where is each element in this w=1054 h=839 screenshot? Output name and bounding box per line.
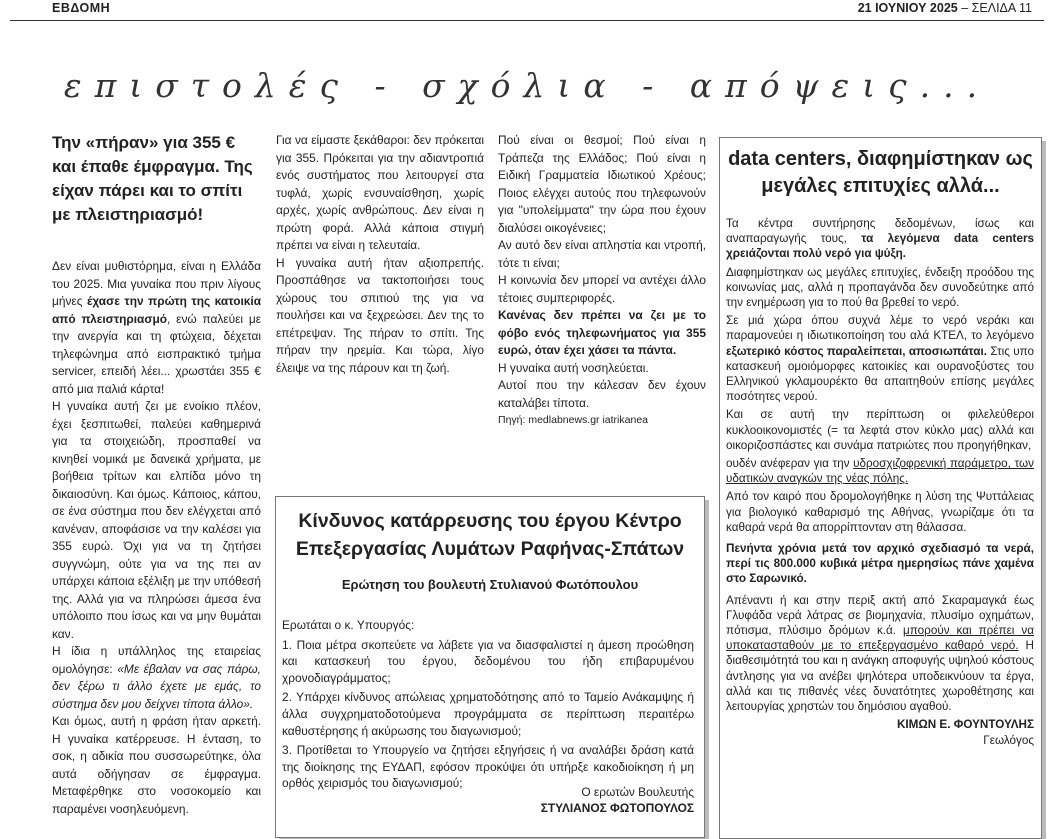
- article2-box: [719, 137, 1042, 839]
- article3-question-3: 3. Προτίθεται το Υπουργείο να ζητήσει εξηγήσεις ή να αναλάβει δράση κατά της διοίκησης της ΕΥΔΑΠ, εφόσον προκύψει ότι υπήρξε κακοδιοίκηση ή μη ορθός χειρισμός του διαγωνισμού;: [282, 743, 694, 791]
- article3-question-1: 1. Ποια μέτρα σκοπεύετε να λάβετε για να διασφαλιστεί η άμεση προώθηση και κατασκευή του έργου, δεδομένου του ήδη επιβαρυμένου χρονοδιαγράμματος;: [282, 637, 694, 685]
- article2-paragraph: [726, 456, 1034, 486]
- article1-paragraph: Για να είμαστε ξεκάθαροι: δεν πρόκειται για 355. Πρόκειται για την αδιαντροπιά ενός συστήματος που λειτουργεί στα τυφλά, χωρίς ενσυναίσθηση, χωρίς αρχές, χωρίς ανθρώπους. Δεν είναι η πρώτη φορά. Αλλά κάποια στιγμή πρέπει να είναι η τελευταία.: [276, 133, 484, 252]
- article1-paragraph: [52, 258, 261, 398]
- article1-paragraph: Η γυναίκα αυτή ήταν αξιοπρεπής. Προσπάθησε να τακτοποιήσει τους χώρους του σπιτιού της για να πουλήσει και να ξεχρεώσει. Δεν της το επέτρεψαν. Της πήραν το σπίτι. Της πήραν την ηρεμία. Και τώρα, λίγο έλειψε να της πάρουν και τη ζωή.: [276, 255, 484, 375]
- article1-column-2: [276, 132, 484, 377]
- article2-paragraph: Από τον καιρό που δρομολογήθηκε η λύση της Ψυττάλειας για βιολογικό καθαρισμό της Αθήνας, γνωρίζαμε ότι τα καθαρά νερά θα απορρίπτονταν στη θάλασσα.: [726, 490, 1034, 534]
- text-run: Τα κέντρα συντήρησης δεδομένων, ίσως και αναπαραγωγής τους,: [726, 217, 1034, 246]
- underlined-text: υδροσχιζοφρενική παράμετρο, των υδατικών αναγκών της νέας πόλης.: [726, 457, 1034, 486]
- section-banner: επιστολές - σχόλια - απόψεις...: [63, 66, 991, 105]
- page-number: – ΣΕΛΙΔΑ 11: [961, 1, 1032, 15]
- article1-title: Την «πήραν» για 355 € και έπαθε έμφραγμα. Της είχαν πάρει και το σπίτι με πλειστηριασμό!: [52, 133, 253, 224]
- article2-paragraph: [726, 593, 1034, 715]
- signature-label: Ο ερωτών Βουλευτής: [581, 785, 694, 799]
- text-run: Απέναντι ή και στην περιξ ακτή από Σκαραμαγκά έως Γλυφάδα νερά λάτρας σε βιομηχανία, πλυσίμο οχημάτων, πότισμα, πλύσιμο δρόμων κ.ά.: [726, 593, 1034, 638]
- article2-paragraph: Και σε αυτή την περίπτωση οι φιλελεύθεροι κυκλοοικονομιστές (= τα λεφτά στον κύκλο μας) αλλά και οικοριζοσπάστες και συνάμα πατριώτες που προηγήθηκαν,: [726, 408, 1034, 452]
- page-header: [10, 0, 1044, 21]
- article1-column-3: [498, 132, 706, 430]
- quote-text: «Με έβαλαν να σας πάρω, δεν ξέρω τι άλλο έχετε με εμάς, το σύστημα δεν μου δείχνει τίποτα άλλο».: [52, 661, 261, 711]
- article1-paragraph: Πού είναι οι θεσμοί; Πού είναι η Τράπεζα της Ελλάδος; Πού είναι η Ειδική Γραμματεία Ιδιωτικού Χρέους; Ποιος ελέγχει αυτούς που τηλεφωνούν για "υπολείμματα" την ώρα που έχουν διαλύσει οικογένειες;: [498, 133, 706, 235]
- article3-title: Κίνδυνος κατάρρευσης του έργου Κέντρο Επεξεργασίας Λυμάτων Ραφήνας-Σπάτων: [295, 510, 685, 560]
- article3-question-2: 2. Υπάρχει κίνδυνος απώλειας χρηματοδότησης από το Ταμείο Ανάκαμψης ή άλλα συγχρηματοδοτούμενα προγράμματα σε περίπτωση περαιτέρω καθυστέρησης ή ακύρωσης του διαγωνισμού;: [282, 690, 694, 738]
- article2-paragraph: Διαφημίστηκαν ως μεγάλες επιτυχίες, ένδειξη προόδου της κοινωνίας μας, αλλά η προπαγάνδα δεν συνοδεύτηκε από την ενημέρωση για το πού θα βρεθεί το νερό.: [726, 265, 1034, 310]
- article3-body: [282, 617, 694, 795]
- article2-paragraph: Πενήντα χρόνια μετά τον αρχικό σχεδιασμό τα νερά, περί τις 800.000 κυβικά μέτρα ημερησίως πάνε χαμένα στο Σαρωνικό.: [726, 542, 1034, 586]
- text-run: Η διαθεσιμότητά του και η ανάγκη αποφυγής υψηλού κόστους άντλησης για να ανέβει ψηλότερα υποδεικνύουν τα έργα, αλλά και τις πιθανές νέες δυνατότητες χωροθέτησης και λειτουργίας χρηστών του δημόσιου αγαθού.: [726, 639, 1035, 714]
- signature-name: ΣΤΥΛΙΑΝΟΣ ΦΩΤΟΠΟΥΛΟΣ: [540, 801, 694, 815]
- text-run: εξωτερικό κόστος παραλείπεται, αποσιωπάται.: [726, 344, 987, 358]
- text-run: ουδέν ανέφεραν για την: [726, 457, 854, 471]
- article3-intro: Ερωτάται ο κ. Υπουργός:: [282, 618, 415, 632]
- text-run: Στις υπο κατασκευή ομοιόμορφες κατοικίες και ουρανοξύστες του Ελληνικού γκλαμουρέκτο θα απαιτηθούν επίσης μεγάλες ποσότητες νερού.: [726, 344, 1034, 404]
- article3-subtitle: Ερώτηση του βουλευτή Στυλιανού Φωτόπουλου: [341, 577, 639, 592]
- article1-column-1: [52, 258, 262, 816]
- text-run: , ενώ παλεύει με την ανεργία και τη φτώχεια, δέχεται τηλεφώνημα από εισπρακτικό τμήμα servicer, επειδή λέει... χρωστάει 355 € από μια παλιά κάρτα!: [52, 311, 261, 396]
- section-name: ΕΒΔΟΜΗ: [52, 1, 111, 15]
- article3-signature: [541, 784, 694, 816]
- text-run: τα λεγόμενα data centers χρειάζονται πολύ νερό για ψύξη.: [726, 232, 1034, 261]
- article1-paragraph: Αυτοί που την κάλεσαν δεν έχουν καταλάβει τίποτα.: [498, 378, 706, 410]
- article1-paragraph: Η γυναίκα αυτή ζει με ενοίκιο πλέον, έχει ξεσπιτωθεί, παλεύει καθημερινά για τα στοιχειώδη, προσπαθεί να κινηθεί νομικά με δανεικά χρήματα, με βοήθεια τρίτων και ελπίδα μόνο τη δικαιοσύνη. Και όμως. Κάποιος, κάπου, σε ένα σύστημα που δεν ελέγχεται από κανέναν, αποφάσισε να την καλέσει για 355 ευρώ. Όχι για να τη ζητήσει συγγνώμη, ούτε για να της πει αν υπάρχει κάποια εξέλιξη με την υπόθεσή της. Αλλά για να πληρώσει άμεσα ένα υπόλοιπο που ίσως και να μην θυμάται καν.: [52, 399, 261, 641]
- article1-paragraph: Κανένας δεν πρέπει να ζει με το φόβο ενός τηλεφωνήματος για 355 ευρώ, όταν έχει χάσει τα πάντα.: [498, 308, 706, 357]
- article2-author-role: Γεωλόγος: [983, 733, 1034, 747]
- article1-source: Πηγή: medlabnews.gr iatrikanea: [498, 414, 648, 426]
- article1-paragraph: Αν αυτό δεν είναι απληστία και ντροπή, τότε τι είναι;: [498, 238, 706, 270]
- text-run: Η ίδια η υπάλληλος της εταιρείας ομολόγησε:: [52, 644, 261, 676]
- article2-title: data centers, διαφημίστηκαν ως μεγάλες επιτυχίες αλλά...: [728, 148, 1033, 197]
- article1-paragraph: Η γυναίκα αυτή νοσηλεύεται.: [498, 360, 649, 375]
- article1-paragraph: Και όμως, αυτή η φράση ήταν αρκετή. Η γυναίκα κατέρρευσε. Η ένταση, το σοκ, η αδικία που συσσωρεύτηκε, όλα αυτά οδήγησαν σε έμφραγμα. Μεταφέρθηκε στο νοσοκομείο και παραμένει νοσηλευόμενη.: [52, 714, 261, 816]
- article1-paragraph: Η κοινωνία δεν μπορεί να αντέχει άλλο τέτοιες συμπεριφορές.: [498, 273, 706, 305]
- article3-box: [275, 496, 705, 838]
- article2-paragraph: [726, 313, 1034, 404]
- text-run: έχασε την πρώτη της κατοικία από πλειστηριασμό: [52, 294, 262, 326]
- text-run: Σε μιά χώρα όπου συχνά λέμε το νερό νεράκι και παραμονεύει η ιδιωτικοποίηση του αλά ΚΤΕΛ, το λεγόμενο: [726, 314, 1034, 343]
- article2-paragraph: [726, 216, 1034, 262]
- underlined-text: μπορούν και πρέπει να υποκατασταθούν με το επεξεργασμένο καθαρό νερό.: [726, 624, 1034, 653]
- text-run: Δεν είναι μυθιστόρημα, είναι η Ελλάδα του 2025. Μια γυναίκα που πριν λίγους μήνες: [52, 259, 261, 308]
- article2-body: [726, 216, 1034, 748]
- article2-author: ΚΙΜΩΝ Ε. ΦΟΥΝΤΟΥΛΗΣ: [896, 718, 1034, 732]
- issue-date: 21 ΙΟΥΝΙΟΥ 2025: [857, 1, 958, 15]
- date-page: [858, 1, 1032, 15]
- article1-paragraph: [52, 643, 261, 713]
